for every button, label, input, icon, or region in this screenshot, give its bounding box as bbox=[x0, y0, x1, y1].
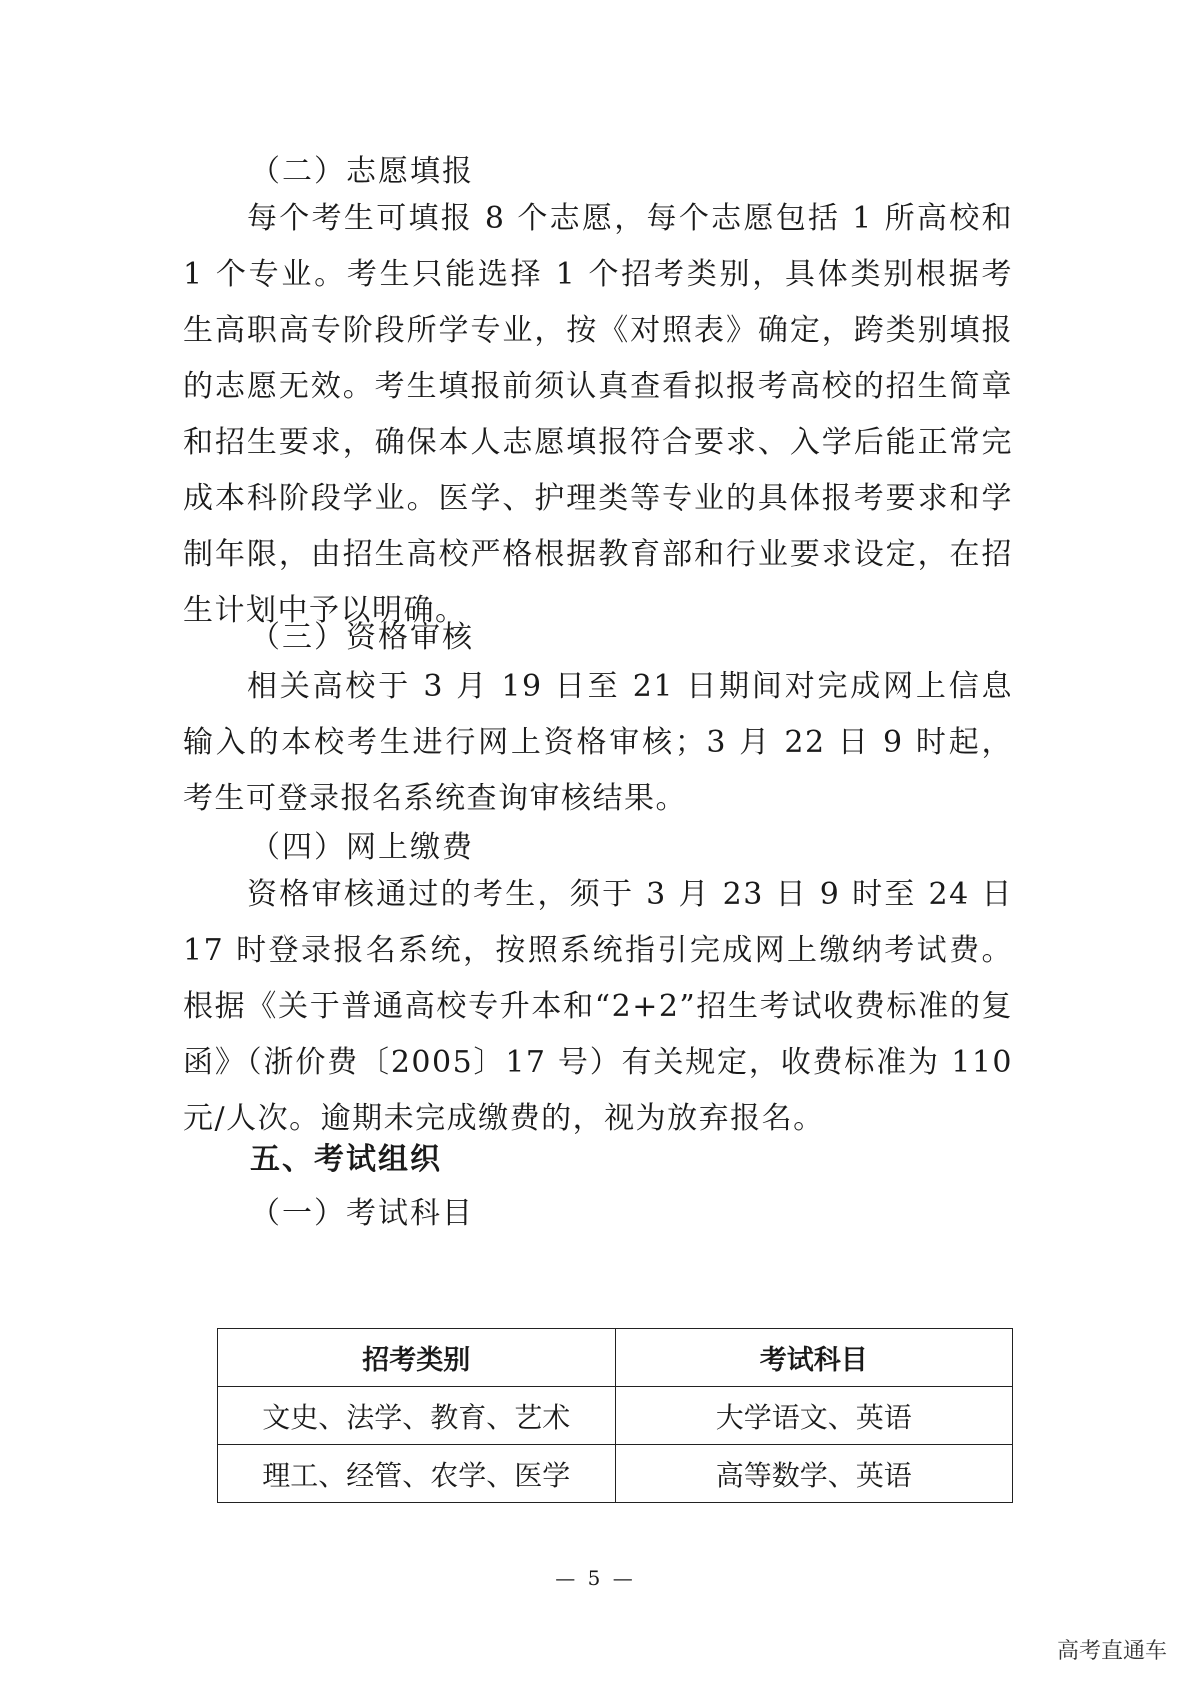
exam-subjects-table bbox=[217, 1328, 1013, 1503]
table-header-row bbox=[218, 1329, 1013, 1387]
paragraph-volunteer: 每个考生可填报 8 个志愿，每个志愿包括 1 所高校和 1 个专业。考生只能选择 1 个招考类别，具体类别根据考生高职高专阶段所学专业，按《对照表》确定，跨类别填报的志愿无效。考生填报前须认真查看拟报考高校的招生简章和招生要求，确保本人志愿填报符合要求、入学后能正常完成本科阶段学业。医学、护理类等专业的具体报考要求和学制年限，由招生高校严格根据教育部和行业要求设定，在招生计划中予以明确。 bbox=[183, 201, 1013, 628]
table-cell-category: 理工、经管、农学、医学 bbox=[218, 1445, 616, 1503]
section-heading-volunteer: （二）志愿填报 bbox=[250, 154, 474, 189]
table-header-cell: 考试科目 bbox=[615, 1329, 1013, 1387]
table-row bbox=[218, 1387, 1013, 1445]
table-cell-subjects: 大学语文、英语 bbox=[615, 1387, 1013, 1445]
section-heading-exam-subjects: （一）考试科目 bbox=[250, 1196, 474, 1231]
page-number: — 5 — bbox=[555, 1566, 636, 1590]
table-row bbox=[218, 1445, 1013, 1503]
chapter-heading-exam-organization: 五、考试组织 bbox=[250, 1142, 442, 1177]
section-heading-qualification: （三）资格审核 bbox=[250, 620, 474, 655]
paragraph-qualification: 相关高校于 3 月 19 日至 21 日期间对完成网上信息输入的本校考生进行网上资格审核；3 月 22 日 9 时起，考生可登录报名系统查询审核结果。 bbox=[183, 669, 1013, 816]
watermark-text: 高考直通车 bbox=[1056, 1639, 1167, 1664]
table-cell-category: 文史、法学、教育、艺术 bbox=[218, 1387, 616, 1445]
section-heading-payment: （四）网上缴费 bbox=[250, 830, 474, 865]
table-cell-subjects: 高等数学、英语 bbox=[615, 1445, 1013, 1503]
paragraph-payment: 资格审核通过的考生，须于 3 月 23 日 9 时至 24 日 17 时登录报名系统，按照系统指引完成网上缴纳考试费。根据《关于普通高校专升本和“2+2”招生考试收费标准的复函》（浙价费〔2005〕17 号）有关规定，收费标准为 110 元/人次。逾期未完成缴费的，视为放弃报名。 bbox=[183, 877, 1013, 1136]
table-header-cell: 招考类别 bbox=[218, 1329, 616, 1387]
